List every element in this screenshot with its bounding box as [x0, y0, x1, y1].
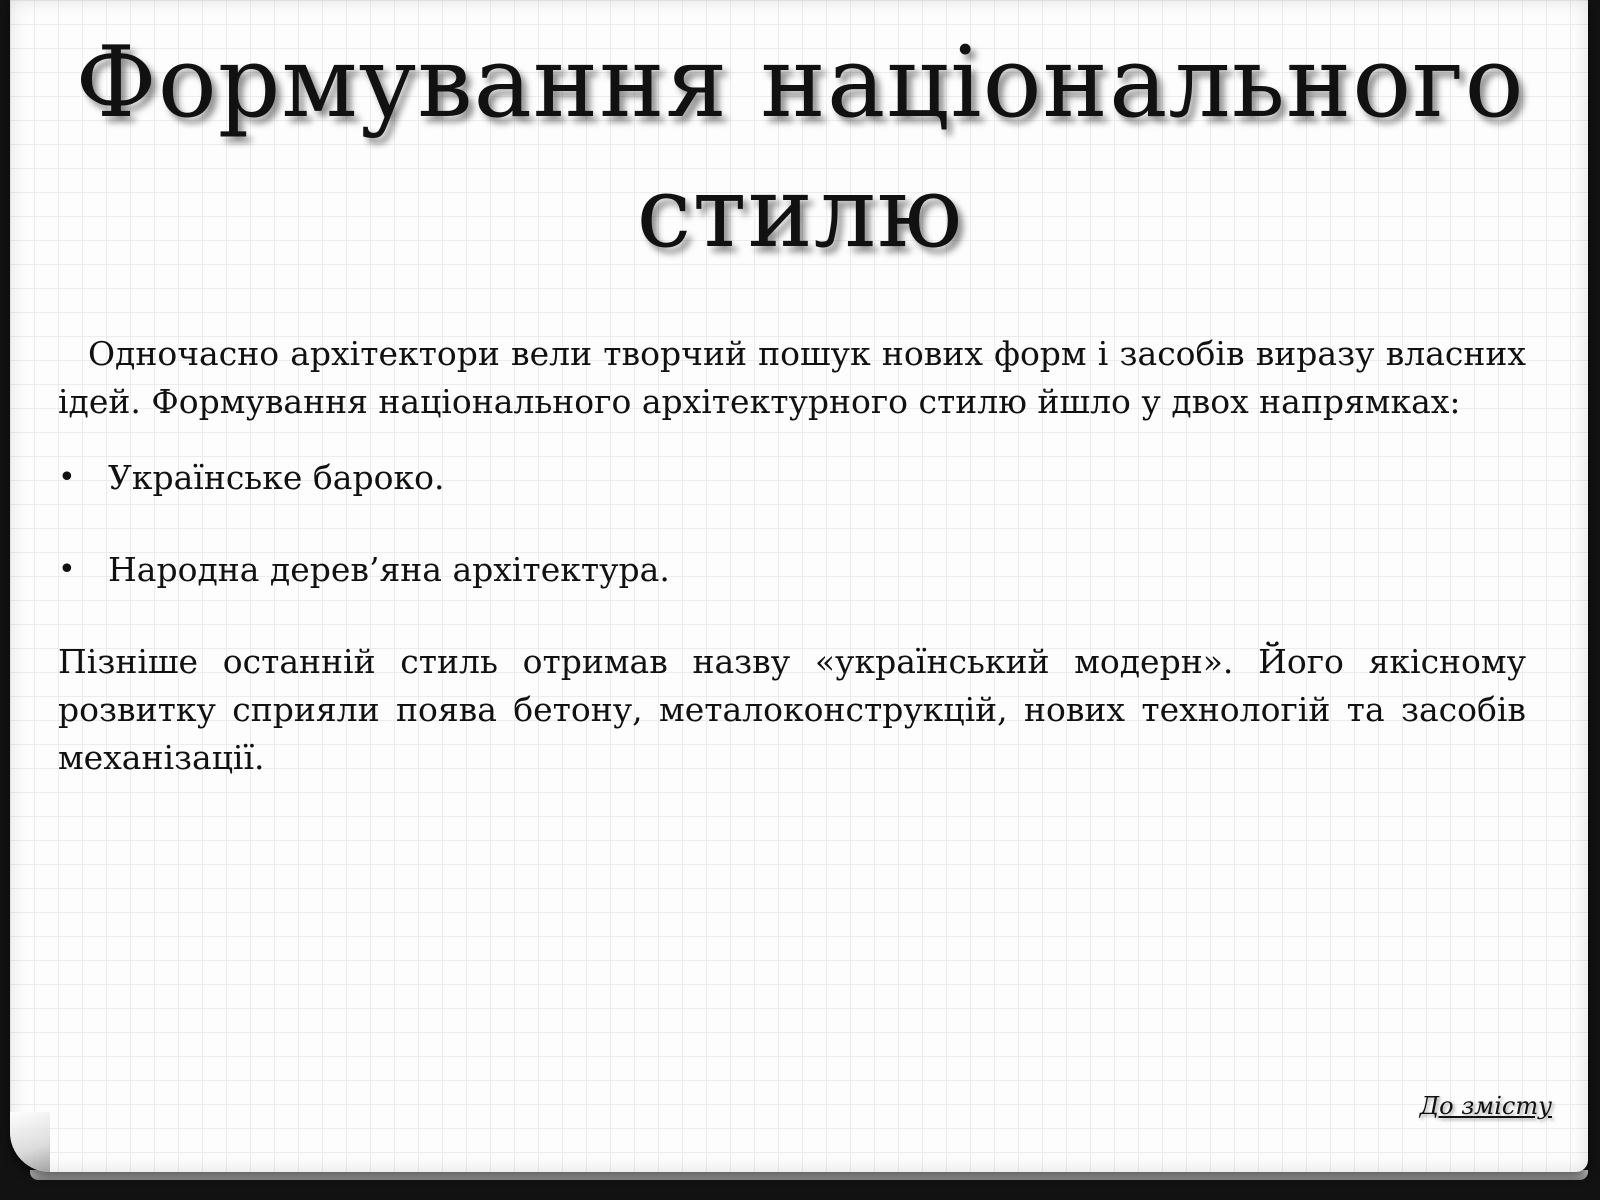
list-item	[58, 546, 1526, 594]
table-of-contents-link[interactable]: До змісту	[1419, 1092, 1552, 1120]
list-item	[58, 454, 1526, 502]
bullet-list	[58, 454, 1526, 594]
closing-paragraph: Пізніше останній стиль отримав назву «український модерн». Його якісному розвитку сприяли поява бетону, металоконструкцій, нових технологій та засобів механізації.	[58, 642, 1526, 777]
bullet-marker: •	[58, 460, 76, 495]
slide-title: Формування національного стилю	[75, 26, 1525, 270]
slide-content	[58, 330, 1526, 782]
page-curl	[10, 1112, 50, 1172]
bullet-marker: •	[58, 552, 76, 587]
slide-page	[10, 0, 1588, 1172]
bullet-text: Українське бароко.	[108, 458, 445, 497]
intro-paragraph: Одночасно архітектори вели творчий пошук нових форм і засобів виразу власних ідей. Формування національного архітектурного стилю йшло у двох напрямках:	[58, 334, 1526, 421]
bullet-text: Народна дерев’яна архітектура.	[108, 550, 670, 589]
